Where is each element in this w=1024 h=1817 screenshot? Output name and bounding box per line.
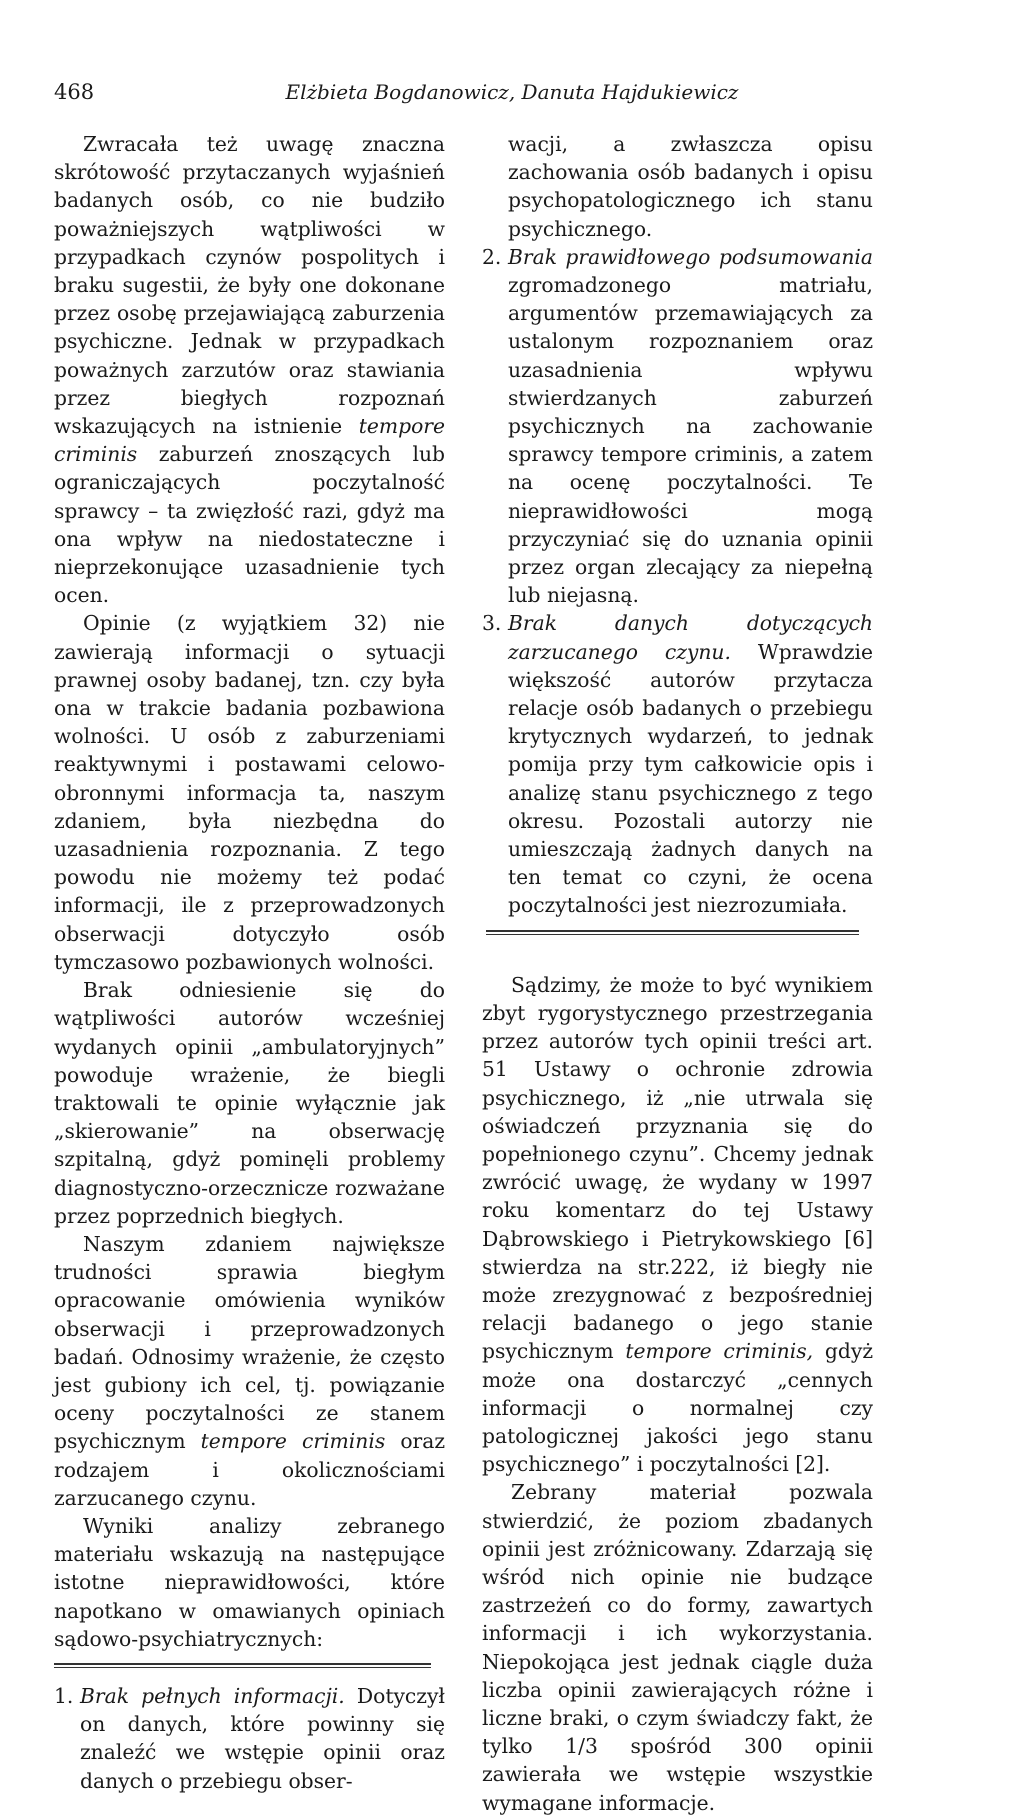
right-column: [482, 130, 873, 1817]
list-item: 3. Brak danych dotyczących zarzucanego czynu. Wprawdzie większość autorów przytacza relacje osób badanych o przebiegu krytycznych wydarzeń, to jednak pomija przy tym całkowicie opis i analizę stanu psychicznego z tego okresu. Pozostali autorzy nie umieszczają żadnych danych na ten temat co czyni, że ocena poczytalności jest niezrozumiała.: [482, 609, 873, 919]
running-head: Elżbieta Bogdanowicz, Danuta Hajdukiewicz: [285, 80, 739, 104]
paragraph: Wyniki analizy zebranego materiału wskazują na następujące istotne nieprawidłowości, które napotkano w omawianych opiniach sądowo-psychiatrycznych:: [54, 1513, 445, 1651]
divider: [54, 1663, 431, 1668]
paragraph: Sądzimy, że może to być wynikiem zbyt rygorystycznego przestrzegania przez autorów tych opinii treści art. 51 Ustawy o ochronie zdrowia psychicznego, iż „nie utrwala się oświadczeń przyznania się do popełnionego czynu”. Chcemy jednak zwrócić uwagę, że wydany w 1997 roku komentarz do tej Ustawy Dąbrowskiego i Pietrykowskiego [6] stwierdza na str.222, iż biegły nie może zrezygnować z bezpośredniej relacji badanego o jego stanie psychicznym tempore criminis, gdyż może ona dostarczyć „cennych informacji o normalnej czy patologicznej jakości jego stanu psychicznego” i poczytalności [2].: [482, 972, 873, 1477]
list-number: 2.: [482, 244, 502, 269]
paragraph: Naszym zdaniem największe trudności sprawia biegłym opracowanie omówienia wyników obserwacji i przeprowadzonych badań. Odnosimy wrażenie, że często jest gubiony ich cel, tj. powiązanie oceny poczytalności ze stanem psychicznym tempore criminis oraz rodzajem i okolicznościami zarzucanego czynu.: [54, 1231, 446, 1510]
paragraph: Opinie (z wyjątkiem 32) nie zawierają informacji o sytuacji prawnej osoby badanej, tzn. czy była ona w trakcie badania pozbawiona wolności. U osób z zaburzeniami reaktywnymi i postawami celowo-obronnymi informacja ta, naszym zdaniem, była niezbędna do uzasadnienia rozpoznania. Z tego powodu nie możemy też podać informacji, ile z przeprowadzonych obserwacji dotyczyło osób tymczasowo pozbawionych wolności.: [54, 611, 445, 974]
list-item-continuation: wacji, a zwłaszcza opisu zachowania osób badanych i opisu psychopatologicznego ich stanu psychicznego.: [508, 132, 873, 241]
left-column: [54, 130, 445, 1795]
paragraph: Zwracała też uwagę znaczna skrótowość przytaczanych wyjaśnień badanych osób, co nie budziło poważniejszych wątpliwości w przypadkach czynów pospolitych i braku sugestii, że były one dokonane przez osobę przejawiającą zaburzenia psychiczne. Jednak w przypadkach poważnych zarzutów oraz stawiania przez biegłych rozpoznań wskazujących na istnienie tempore criminis zaburzeń znoszących lub ograniczających poczytalność sprawcy – ta zwięzłość razi, gdyż ma ona wpływ na niedostateczne i nieprzekonujące uzasadnienie tych ocen.: [54, 132, 445, 608]
paragraph: Zebrany materiał pozwala stwierdzić, że poziom zbadanych opinii jest zróżnicowany. Zdarzają się wśród nich opinie nie budzące zastrzeżeń co do formy, zawartych informacji i ich wykorzystania. Niepokojąca jest jednak ciągle duża liczba opinii zawierających różne i liczne braki, o czym świadczy fakt, że tylko 1/3 spośród 300 opinii zawierała we wstępie wszystkie wymagane informacje.: [482, 1480, 873, 1815]
divider: [486, 930, 859, 935]
page-number: 468: [54, 80, 95, 104]
list-number: 3.: [482, 611, 502, 636]
page-header: [54, 80, 970, 114]
paragraph: Brak odniesienie się do wątpliwości autorów wcześniej wydanych opinii „ambulatoryjnych” powoduje wrażenie, że biegli traktowali te opinie wyłącznie jak „skierowanie” na obserwację szpitalną, gdyż pominęli problemy diagnostyczno-orzecznicze rozważane przez poprzednich biegłych.: [54, 978, 445, 1228]
list-number: 1.: [54, 1683, 74, 1708]
list-item: 2. Brak prawidłowego podsumowania zgromadzonego matriału, argumentów przemawiających za ustalonym rozpoznaniem oraz uzasadnienia wpływu stwierdzanych zaburzeń psychicznych na zachowanie sprawcy tempore criminis, a zatem na ocenę poczytalności. Te nieprawidłowości mogą przyczyniać się do uznania opinii przez organ zlecający za niepełną lub niejasną.: [482, 243, 873, 610]
list-item: 1. Brak pełnych informacji. Dotyczył on danych, które powinny się znaleźć we wstępie opinii oraz danych o przebiegu obser-: [54, 1682, 445, 1795]
